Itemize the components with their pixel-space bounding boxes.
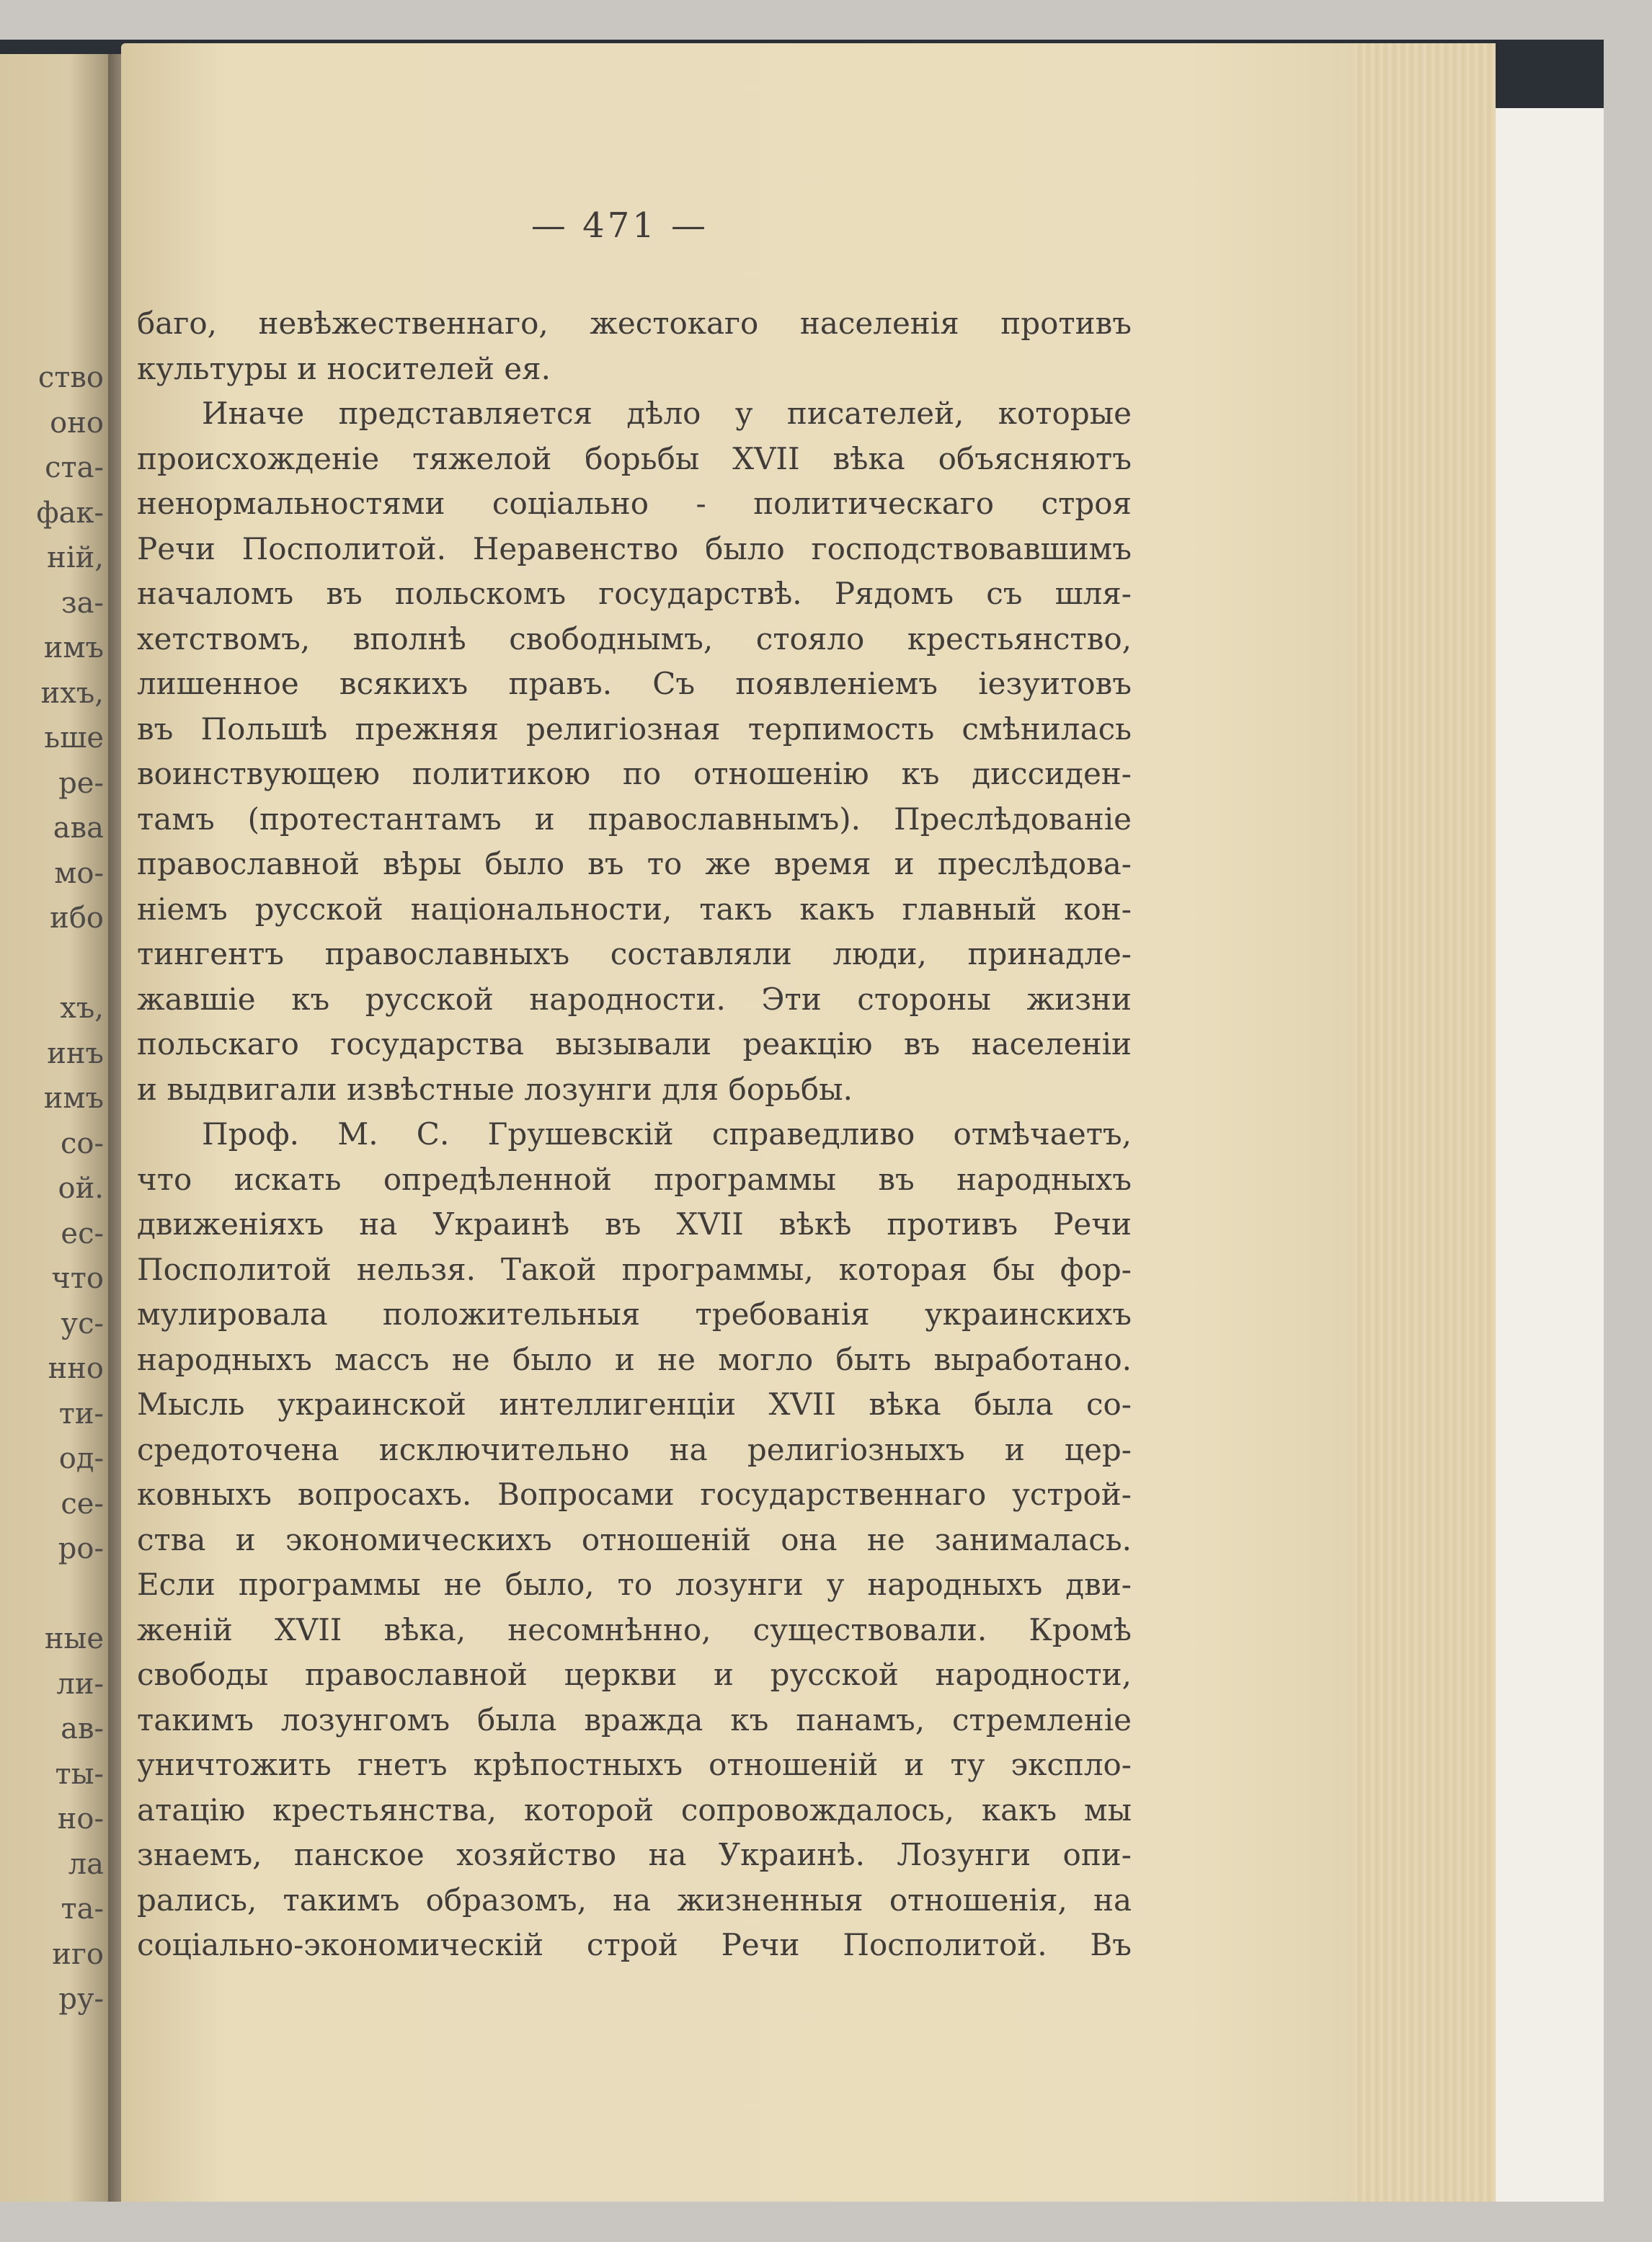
left-fragment: се- xyxy=(61,1487,104,1521)
left-fragment: ство xyxy=(37,361,104,394)
text-line: Иначе представляется дѣло у писателей, которые xyxy=(202,396,1132,431)
text-line: Проф. М. С. Грушевскій справедливо отмѣчаетъ, xyxy=(202,1116,1132,1152)
text-line: воинствующею политикою по отношенію къ диссиден- xyxy=(137,756,1132,791)
left-fragment: но- xyxy=(57,1802,104,1836)
text-line: въ Польшѣ прежняя религіозная терпимость смѣнилась xyxy=(137,711,1132,747)
left-fragment: ава xyxy=(53,811,104,845)
text-line: Посполитой нельзя. Такой программы, которая бы фор- xyxy=(137,1251,1132,1287)
text-line: уничтожить гнетъ крѣпостныхъ отношеній и ту экспло- xyxy=(137,1747,1132,1782)
text-line: свободы православной церкви и русской народности, xyxy=(137,1657,1132,1692)
text-line: знаемъ, панское хозяйство на Украинѣ. Лозунги опи- xyxy=(137,1837,1132,1872)
left-fragment: мо- xyxy=(54,856,104,890)
text-line: православной вѣры было въ то же время и преслѣдова- xyxy=(137,846,1132,881)
text-line: движеніяхъ на Украинѣ въ XVII вѣкѣ противъ Речи xyxy=(137,1206,1132,1242)
text-line: баго, невѣжественнаго, жестокаго населенія противъ xyxy=(137,306,1132,341)
left-fragment: ла xyxy=(68,1847,104,1881)
text-line: Если программы не было, то лозунги у народныхъ дви- xyxy=(137,1567,1132,1602)
text-line: началомъ въ польскомъ государствѣ. Рядомъ съ шля- xyxy=(137,576,1132,611)
left-fragment: со- xyxy=(61,1126,104,1160)
left-fragment: оно xyxy=(50,406,104,440)
left-fragment: имъ xyxy=(43,1082,104,1115)
text-line: атацію крестьянства, которой сопровождалось, какъ мы xyxy=(137,1792,1132,1828)
text-line: хетствомъ, вполнѣ свободнымъ, стояло крестьянство, xyxy=(137,620,1132,657)
left-fragment: фак- xyxy=(36,496,104,530)
text-line: соціально-экономическій строй Речи Посполитой. Въ xyxy=(137,1927,1132,1962)
left-fragment: од- xyxy=(58,1442,104,1475)
text-line: польскаго государства вызывали реакцію въ населеніи xyxy=(137,1026,1132,1062)
left-fragment xyxy=(0,941,104,987)
text-line: что искать опредѣленной программы въ народныхъ xyxy=(137,1161,1132,1197)
text-line: народныхъ массъ не было и не могло быть выработано. xyxy=(137,1341,1132,1377)
text-line: такимъ лозунгомъ была вражда къ панамъ, стремленіе xyxy=(137,1701,1132,1738)
left-fragment: ные xyxy=(44,1622,104,1655)
left-fragment: ста- xyxy=(45,451,104,484)
text-line: ства и экономическихъ отношеній она не занималась. xyxy=(137,1521,1132,1557)
left-fragment xyxy=(0,1572,104,1617)
text-line: Мысль украинской интеллигенціи XVII вѣка была со- xyxy=(137,1387,1132,1422)
left-fragment: за- xyxy=(61,586,104,620)
text-line: лишенное всякихъ правъ. Съ появленіемъ іезуитовъ xyxy=(137,666,1132,701)
text-line: мулировала положительныя требованія украинскихъ xyxy=(137,1296,1132,1332)
left-fragment: ру- xyxy=(58,1983,104,2016)
page-text xyxy=(137,301,1132,1968)
text-line: средоточена исключительно на религіозныхъ и цер- xyxy=(137,1431,1132,1467)
text-line: тамъ (протестантамъ и православнымъ). Преслѣдованіе xyxy=(137,801,1132,837)
text-line: ненормальностями соціально - политическаго строя xyxy=(137,486,1132,521)
left-page-line-fragments xyxy=(0,355,108,2022)
page-edge xyxy=(1355,43,1496,2202)
left-fragment: ній, xyxy=(47,541,104,574)
left-fragment: инъ xyxy=(47,1036,104,1070)
text-line: рались, такимъ образомъ, на жизненныя отношенія, на xyxy=(137,1882,1132,1918)
left-fragment: ли- xyxy=(56,1667,104,1701)
left-fragment: та- xyxy=(61,1892,104,1926)
left-fragment: ро- xyxy=(58,1532,104,1565)
left-fragment: ти- xyxy=(58,1397,104,1431)
scan-margin-strip xyxy=(1496,108,1604,2202)
left-fragment: ре- xyxy=(58,766,104,800)
text-line: тингентъ православныхъ составляли люди, принадле- xyxy=(137,936,1132,971)
left-fragment: ус- xyxy=(61,1307,104,1340)
left-fragment: что xyxy=(51,1262,104,1295)
left-fragment: хъ, xyxy=(60,992,104,1025)
left-fragment: ой. xyxy=(58,1172,104,1205)
text-line: Речи Посполитой. Неравенство было господствовавшимъ xyxy=(137,530,1132,566)
left-fragment: имъ xyxy=(43,631,104,664)
left-fragment: ибо xyxy=(50,902,104,935)
left-fragment: ав- xyxy=(61,1712,104,1745)
left-fragment: нно xyxy=(48,1352,104,1385)
text-line: и выдвигали извѣстные лозунги для борьбы. xyxy=(137,1071,853,1107)
left-page xyxy=(0,54,115,2202)
left-fragment: ихъ, xyxy=(40,676,104,710)
left-fragment: иго xyxy=(52,1937,104,1971)
text-line: ніемъ русской національности, такъ какъ главный кон- xyxy=(137,891,1132,927)
text-line: женій XVII вѣка, несомнѣнно, существовали. Кромѣ xyxy=(137,1611,1132,1647)
text-line: жавшіе къ русской народности. Эти стороны жизни xyxy=(137,981,1132,1017)
left-fragment: ьше xyxy=(44,721,104,755)
text-line: культуры и носителей ея. xyxy=(137,350,551,386)
text-line: происхожденіе тяжелой борьбы XVII вѣка объясняютъ xyxy=(137,440,1132,476)
page-number: — 471 — xyxy=(530,205,709,246)
left-fragment: ес- xyxy=(61,1216,104,1250)
left-fragment: ты- xyxy=(55,1757,104,1791)
text-line: ковныхъ вопросахъ. Вопросами государственнаго устрой- xyxy=(137,1477,1132,1512)
